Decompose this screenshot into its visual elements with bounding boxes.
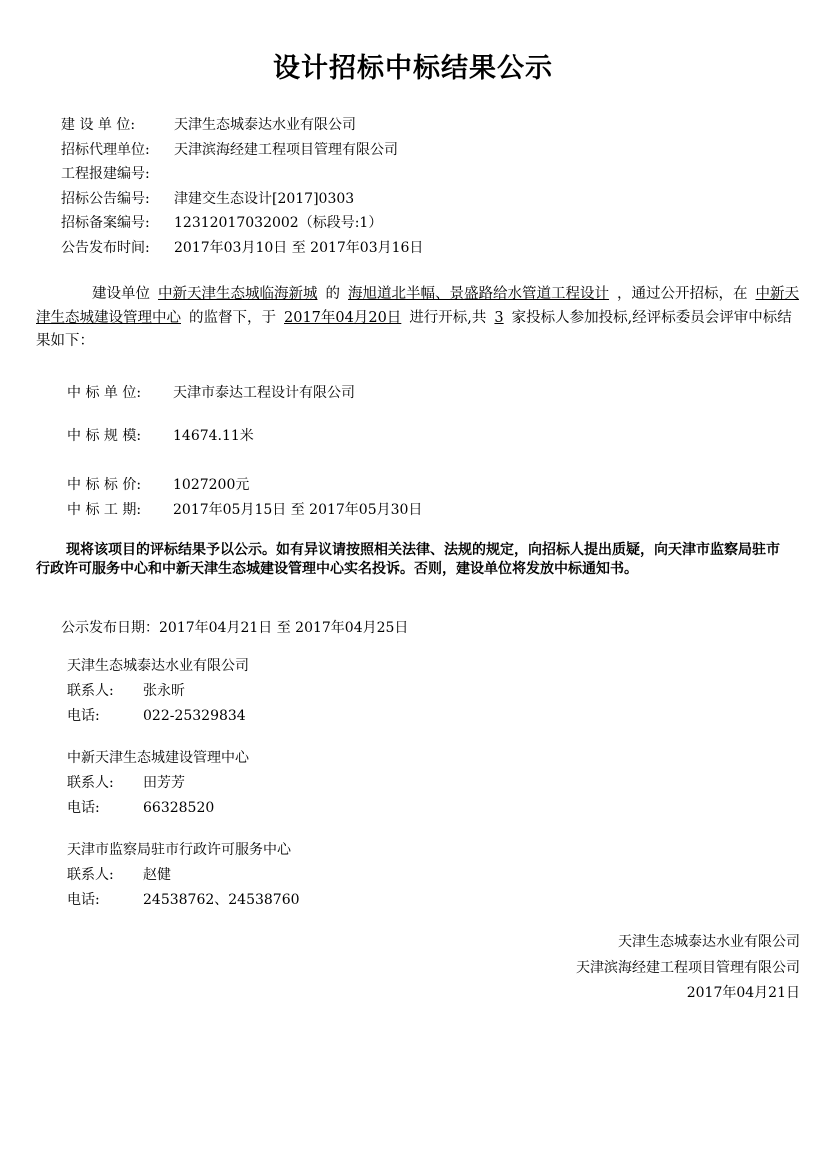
info-value: 2017年03月10日 至 2017年03月16日	[174, 239, 424, 256]
contact-person: 张永昕	[143, 683, 185, 699]
page-title: 设计招标中标结果公示	[273, 53, 553, 84]
owner-name: 中新天津生态城临海新城	[158, 286, 318, 302]
result-value: 14674.11米	[173, 428, 254, 444]
contact-org: 中新天津生态城建设管理中心	[67, 750, 249, 766]
info-row-announcement-period	[61, 236, 423, 261]
info-label: 建 设 单 位:	[61, 117, 136, 133]
result-label: 中 标 工 期:	[67, 502, 142, 518]
result-winner	[67, 382, 355, 402]
info-row-filing-no	[61, 211, 423, 236]
supervisor-name: 中新天津生态城建设管理中心	[36, 286, 799, 326]
signature-org-owner: 天津生态城泰达水业有限公司	[618, 934, 800, 950]
contact-person-label: 联系人:	[67, 867, 114, 883]
contact-phone-label: 电话:	[67, 708, 100, 724]
info-row-owner	[61, 113, 423, 138]
signature-date: 2017年04月21日	[686, 985, 800, 1001]
notice-text: 现将该项目的评标结果予以公示。如有异议请按照相关法律、法规的规定，向招标人提出质疑，向天津市监察局驻市行政许可服务中心和中新天津生态城建设管理中心实名投诉。否则，建设单位将发放中标通知书。	[36, 542, 780, 577]
info-label: 公告发布时间:	[61, 239, 150, 256]
info-value: 天津生态城泰达水业有限公司	[174, 117, 356, 133]
info-value: 津建交生态设计[2017]0303	[174, 190, 355, 207]
result-price	[67, 474, 249, 494]
contact-block-3	[67, 838, 300, 913]
signature-org-agent: 天津滨海经建工程项目管理有限公司	[576, 959, 800, 976]
contact-org: 天津市监察局驻市行政许可服务中心	[67, 842, 291, 858]
contact-person: 田芳芳	[143, 775, 185, 791]
info-label: 招标代理单位:	[61, 141, 150, 158]
intro-text: 进行开标,共	[409, 309, 487, 326]
info-value: 天津滨海经建工程项目管理有限公司	[174, 141, 398, 158]
publication-period: 公示发布日期：2017年04月21日 至 2017年04月25日	[61, 620, 409, 636]
contact-org: 天津生态城泰达水业有限公司	[67, 658, 249, 674]
intro-text: 的	[325, 286, 340, 302]
result-value: 2017年05月15日 至 2017年05月30日	[173, 502, 423, 518]
objection-notice	[36, 541, 786, 579]
info-label: 工程报建编号:	[61, 166, 150, 182]
signature-block	[576, 930, 800, 1007]
intro-text: ，通过公开招标，在	[617, 286, 748, 302]
project-info	[61, 113, 423, 260]
result-scale	[67, 425, 254, 445]
intro-text: 建设单位	[92, 286, 150, 302]
info-row-agent	[61, 138, 423, 163]
info-label: 招标公告编号:	[61, 190, 150, 207]
result-value: 天津市泰达工程设计有限公司	[173, 385, 355, 401]
contact-person-label: 联系人:	[67, 683, 114, 699]
result-label: 中 标 单 位:	[67, 385, 142, 401]
intro-paragraph	[36, 283, 802, 354]
contact-phone-label: 电话:	[67, 892, 100, 908]
info-row-announcement-no	[61, 187, 423, 212]
contact-person: 赵健	[143, 867, 171, 883]
contact-block-2	[67, 746, 249, 821]
bidder-count: 3	[494, 309, 504, 326]
result-label: 中 标 标 价:	[67, 477, 142, 493]
intro-text: 家投标人参加投标,经评标委员会评审中标结果如下：	[36, 309, 792, 349]
contact-block-1	[67, 654, 249, 729]
contact-phone: 022-25329834	[143, 708, 246, 724]
contact-person-label: 联系人:	[67, 775, 114, 791]
intro-text: 的监督下，于	[189, 309, 276, 326]
info-value: 12312017032002（标段号:1）	[174, 215, 383, 231]
open-date: 2017年04月20日	[284, 309, 402, 326]
contact-phone-label: 电话:	[67, 800, 100, 816]
contact-phone: 24538762、24538760	[143, 892, 300, 908]
result-duration	[67, 499, 422, 519]
info-row-registration	[61, 162, 423, 187]
result-value: 1027200元	[173, 477, 250, 493]
project-name: 海旭道北半幅、景盛路给水管道工程设计	[348, 286, 609, 302]
contact-phone: 66328520	[143, 800, 215, 816]
result-label: 中 标 规 模:	[67, 428, 142, 444]
info-label: 招标备案编号:	[61, 215, 150, 231]
